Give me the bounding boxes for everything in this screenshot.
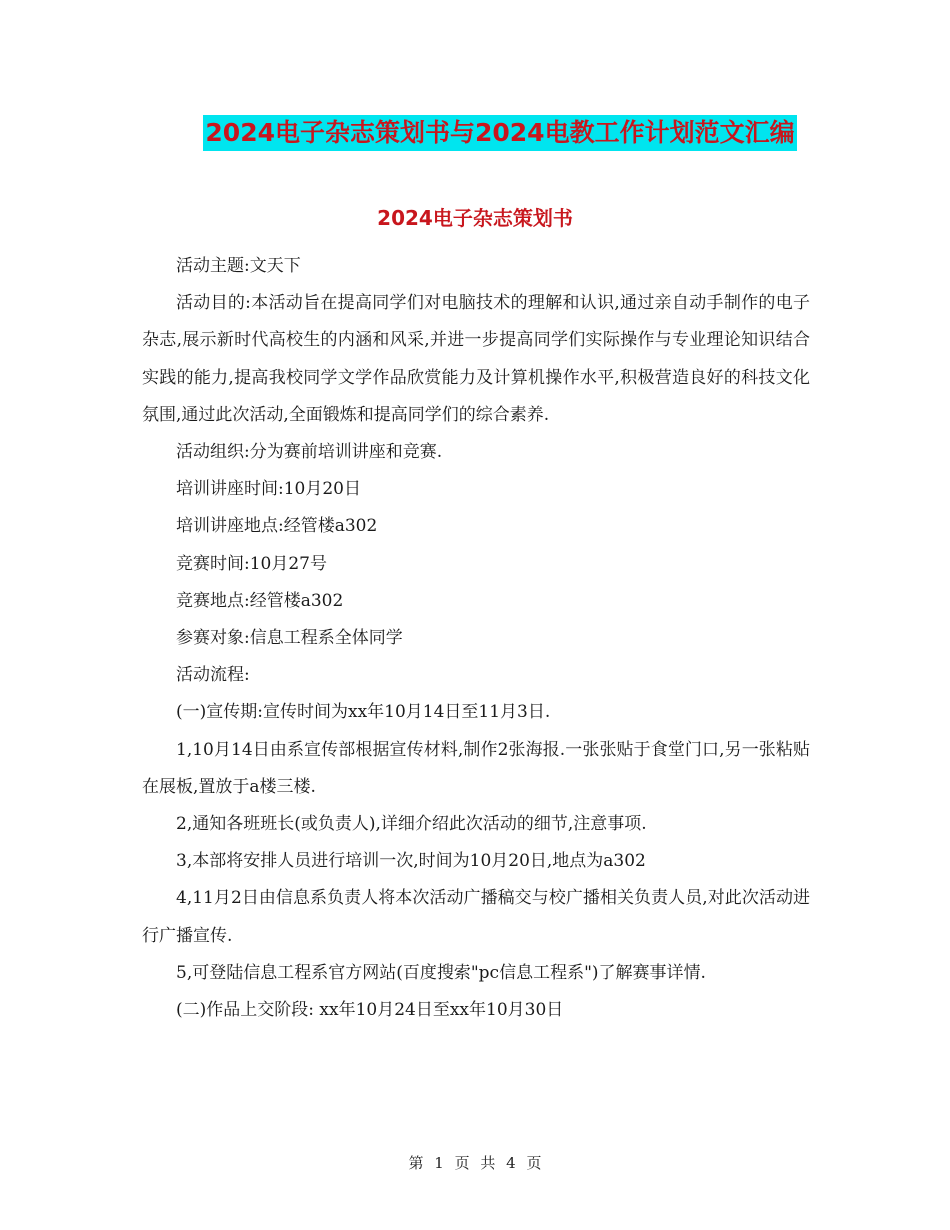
paragraph-process-heading: 活动流程:	[176, 665, 250, 686]
paragraph-step-3: 3,本部将安排人员进行培训一次,时间为10月20日,地点为a302	[176, 851, 646, 872]
document-title-text: 2024电子杂志策划书与2024电教工作计划范文汇编	[203, 115, 796, 151]
page-footer: 第 1 页 共 4 页	[408, 1154, 542, 1172]
document-title	[0, 112, 950, 151]
paragraph-step-2: 2,通知各班班长(或负责人),详细介绍此次活动的细节,注意事项.	[176, 814, 647, 835]
paragraph-organization: 活动组织:分为赛前培训讲座和竞赛.	[176, 442, 443, 463]
paragraph-purpose: 活动目的:本活动旨在提高同学们对电脑技术的理解和认识,通过亲自动手制作的电子杂志,展示新时代高校生的内涵和风采,并进一步提高同学们实际操作与专业理论知识结合实践的能力,提高我校同学文学作品欣赏能力及计算机操作水平,积极营造良好的科技文化氛围,通过此次活动,全面锻炼和提高同学们的综合素养.	[142, 293, 810, 425]
paragraph-theme: 活动主题:文天下	[176, 256, 301, 276]
paragraph-publicity-period: (一)宣传期:宣传时间为xx年10月14日至11月3日.	[176, 702, 551, 723]
paragraph-submission-stage: (二)作品上交阶段: xx年10月24日至xx年10月30日	[176, 1000, 564, 1021]
paragraph-contest-location: 竞赛地点:经管楼a302	[176, 590, 344, 611]
paragraph-participants: 参赛对象:信息工程系全体同学	[176, 628, 403, 649]
paragraph-step-1: 1,10月14日由系宣传部根据宣传材料,制作2张海报.一张张贴于食堂门口,另一张粘贴在展板,置放于a楼三楼.	[142, 739, 810, 797]
paragraph-contest-time: 竞赛时间:10月27号	[176, 553, 327, 574]
paragraph-step-5: 5,可登陆信息工程系官方网站(百度搜索"pc信息工程系")了解赛事详情.	[176, 962, 706, 983]
document-body	[142, 248, 810, 1029]
paragraph-step-4: 4,11月2日由信息系负责人将本次活动广播稿交与校广播相关负责人员,对此次活动进行广播宣传.	[142, 888, 810, 946]
section-title: 2024电子杂志策划书	[377, 206, 573, 230]
paragraph-training-location: 培训讲座地点:经管楼a302	[176, 516, 378, 537]
paragraph-training-time: 培训讲座时间:10月20日	[176, 479, 361, 500]
